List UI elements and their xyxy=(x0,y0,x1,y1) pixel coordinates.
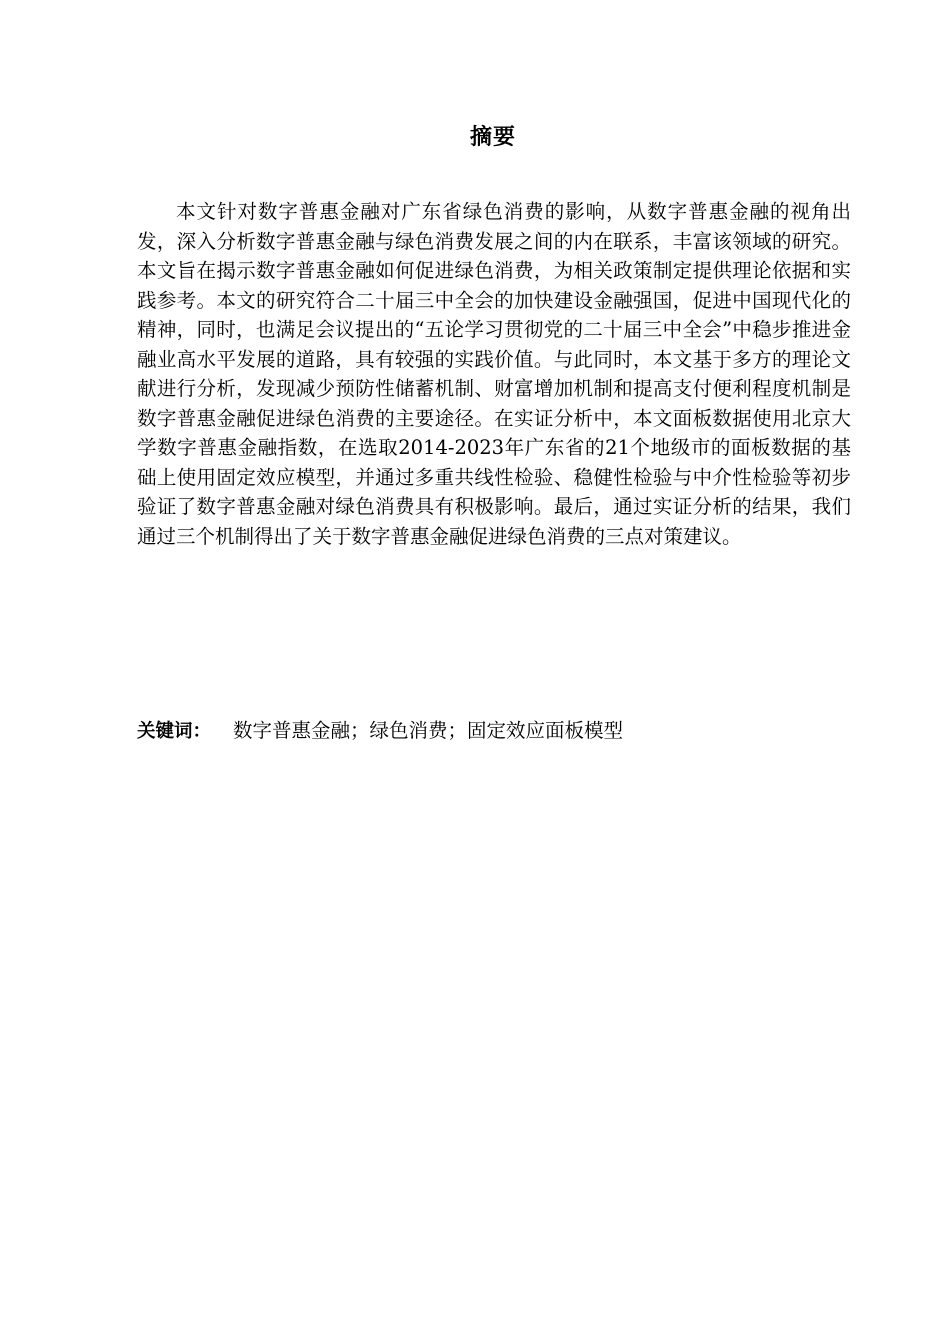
abstract-body: 本文针对数字普惠金融对广东省绿色消费的影响，从数字普惠金融的视角出发，深入分析数字普惠金融与绿色消费发展之间的内在联系，丰富该领域的研究。本文旨在揭示数字普惠金融如何促进绿色消费，为相关政策制定提供理论依据和实践参考。本文的研究符合二十届三中全会的加快建设金融强国，促进中国现代化的精神，同时，也满足会议提出的“五论学习贯彻党的二十届三中全会”中稳步推进金融业高水平发展的道路，具有较强的实践价值。与此同时，本文基于多方的理论文献进行分析，发现减少预防性储蓄机制、财富增加机制和提高支付便利程度机制是数字普惠金融促进绿色消费的主要途径。在实证分析中，本文面板数据使用北京大学数字普惠金融指数，在选取2014-2023年广东省的21个地级市的面板数据的基础上使用固定效应模型，并通过多重共线性检验、稳健性检验与中介性检验等初步验证了数字普惠金融对绿色消费具有积极影响。最后，通过实证分析的结果，我们通过三个机制得出了关于数字普惠金融促进绿色消费的三点对策建议。 xyxy=(137,200,851,548)
abstract-title: 摘要 xyxy=(469,125,516,150)
keywords-text: 数字普惠金融；绿色消费；固定效应面板模型 xyxy=(233,719,624,742)
keywords-line xyxy=(137,716,851,747)
keywords-label: 关键词： xyxy=(137,721,212,742)
